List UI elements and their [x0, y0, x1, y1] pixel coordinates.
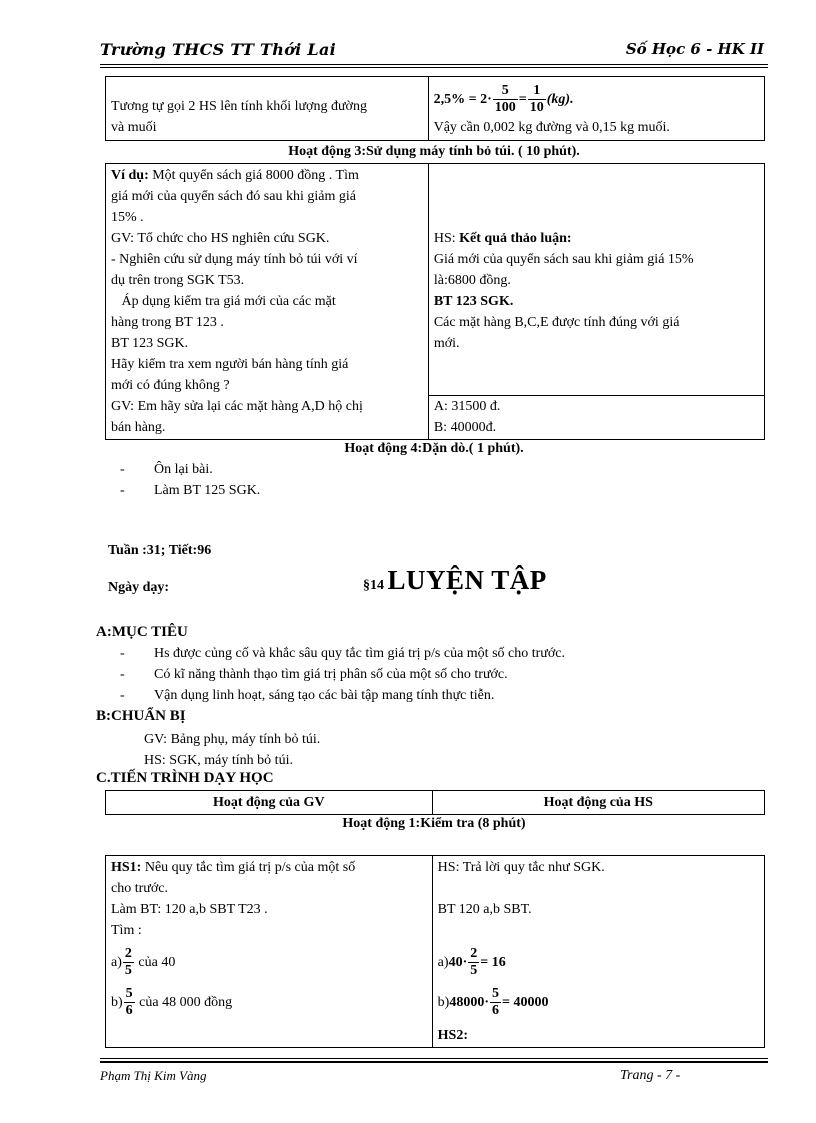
- fraction: $\frac{5}{100}$: [494, 83, 516, 116]
- author-name: Phạm Thị Kim Vàng: [100, 1068, 207, 1083]
- prep-gv: GV: Bảng phụ, máy tính bỏ túi.: [144, 732, 321, 747]
- answer-a: a)40· $\frac{2}{5}$ = 16: [437, 946, 506, 979]
- exercise-a: a) $\frac{2}{5}$ của 40: [111, 946, 176, 979]
- list-item: - Vận dụng linh hoạt, sáng tạo các bài tập mang tính thực tiễn.: [120, 685, 565, 706]
- list-item: - Ôn lại bài.: [120, 459, 260, 480]
- list-item: - Hs được củng cố và khắc sâu quy tắc tìm giá trị p/s của một số cho trước.: [120, 643, 565, 664]
- prep-hs: HS: SGK, máy tính bỏ túi.: [144, 753, 293, 768]
- table-row: [106, 164, 765, 440]
- fraction: $\frac{5}{6}$: [492, 986, 500, 1019]
- hs-corrections: A: 31500 đ. B: 40000đ.: [433, 399, 501, 435]
- activity-4-heading: Hoạt động 4:Dặn dò.( 1 phút).: [344, 441, 524, 456]
- fraction: $\frac{2}{5}$: [470, 946, 478, 979]
- table-cell-hs: [428, 164, 764, 440]
- table-continuation: [105, 76, 765, 141]
- fraction: $\frac{2}{5}$: [124, 946, 132, 979]
- table-cell-hs: 2,5% = 2· $\frac{5}{100}$ = $\frac{1}{10}$ (kg). Vậy cần 0,002 kg đường và 0,15 kg muối.: [428, 77, 764, 141]
- table-cell-gv: Ví dụ: Một quyển sách giá 8000 đồng . Tìm giá mới của quyển sách đó sau khi giảm giá 15% . GV: Tổ chức cho HS nghiên cứu SGK. - Nghiên cứu sử dụng máy tính bỏ túi với ví dụ trên trong SGK T53. Áp dụng kiểm tra giá mới của các mặt hàng trong BT 123 . BT 123 SGK. Hãy kiểm tra xem người bán hàng tính giá mới có đúng không ? GV: Em hãy sửa lại các mặt hàng A,D hộ chị bán hàng.: [106, 164, 429, 440]
- subject-name: Số Học 6 - HK II: [625, 40, 764, 58]
- page-title: LUYỆN TẬP: [387, 565, 547, 595]
- exercise-b: b) $\frac{5}{6}$ của 48 000 đồng: [111, 986, 233, 1019]
- prep-title: B:CHUẨN BỊ: [96, 708, 186, 724]
- table-cell-hs: HS: Trả lời quy tắc như SGK. BT 120 a,b SBT. a)40· $\frac{2}{5}$ = 16 b)48000· $\frac{5}{6}$ = 40000 HS2:: [432, 856, 764, 1048]
- list-item: - Có kĩ năng thành thạo tìm giá trị phân số của một số cho trước.: [120, 664, 565, 685]
- table-row: [106, 856, 765, 1048]
- page-number: Trang - 7 -: [620, 1068, 681, 1083]
- table-activity-3: [105, 163, 765, 440]
- column-header-hs: Hoạt động của HS: [432, 791, 765, 815]
- prep-items: [144, 729, 320, 771]
- answer-b: b)48000· $\frac{5}{6}$ = 40000: [437, 986, 549, 1019]
- process-header-table: [105, 790, 765, 815]
- section-symbol: §14: [363, 578, 384, 593]
- lesson-title: [363, 565, 547, 596]
- header-rule-thick: [100, 64, 768, 65]
- list-item: - Làm BT 125 SGK.: [120, 480, 260, 501]
- school-name: Trường THCS TT Thới Lai: [100, 40, 337, 59]
- table-cell-gv: HS1: Nêu quy tắc tìm giá trị p/s của một số cho trước. Làm BT: 120 a,b SBT T23 . Tìm : a) $\frac{2}{5}$ của 40 b) $\frac{5}{6}$ của 48 000 đồng: [106, 856, 433, 1048]
- percent-equation: 2,5% = 2· $\frac{5}{100}$ = $\frac{1}{10}$ (kg).: [433, 83, 574, 116]
- fraction: $\frac{1}{10}$: [529, 83, 544, 116]
- objectives-list: [120, 643, 565, 706]
- table-cell-gv: Tương tự gọi 2 HS lên tính khối lượng đường và muối: [106, 77, 429, 141]
- footer-rule-thick: [100, 1061, 768, 1063]
- footer-rule-thin: [100, 1058, 768, 1059]
- process-title: C.TIẾN TRÌNH DẠY HỌC: [96, 770, 274, 786]
- page-header: [100, 40, 768, 66]
- homework-list: [120, 459, 260, 501]
- page-footer: [100, 1030, 768, 1090]
- activity-3-heading: Hoạt động 3:Sử dụng máy tính bỏ túi. ( 10 phút).: [288, 144, 580, 159]
- week-lesson: Tuần :31; Tiết:96: [108, 543, 212, 558]
- table-row: [106, 791, 765, 815]
- table-activity-1: [105, 855, 765, 1048]
- date-label: Ngày dạy:: [108, 580, 170, 595]
- fraction: $\frac{5}{6}$: [125, 986, 133, 1019]
- objectives-title: A:MỤC TIÊU: [96, 624, 188, 640]
- hs-discussion: HS: Kết quả thảo luận: Giá mới của quyển sách sau khi giảm giá 15% là:6800 đồng. BT 123 SGK. Các mặt hàng B,C,E được tính đúng với giá mới.: [433, 231, 694, 351]
- activity-1-heading: Hoạt động 1:Kiểm tra (8 phút): [342, 816, 526, 831]
- header-rule-thin: [100, 67, 768, 68]
- table-row: [106, 77, 765, 141]
- column-header-gv: Hoạt động của GV: [106, 791, 433, 815]
